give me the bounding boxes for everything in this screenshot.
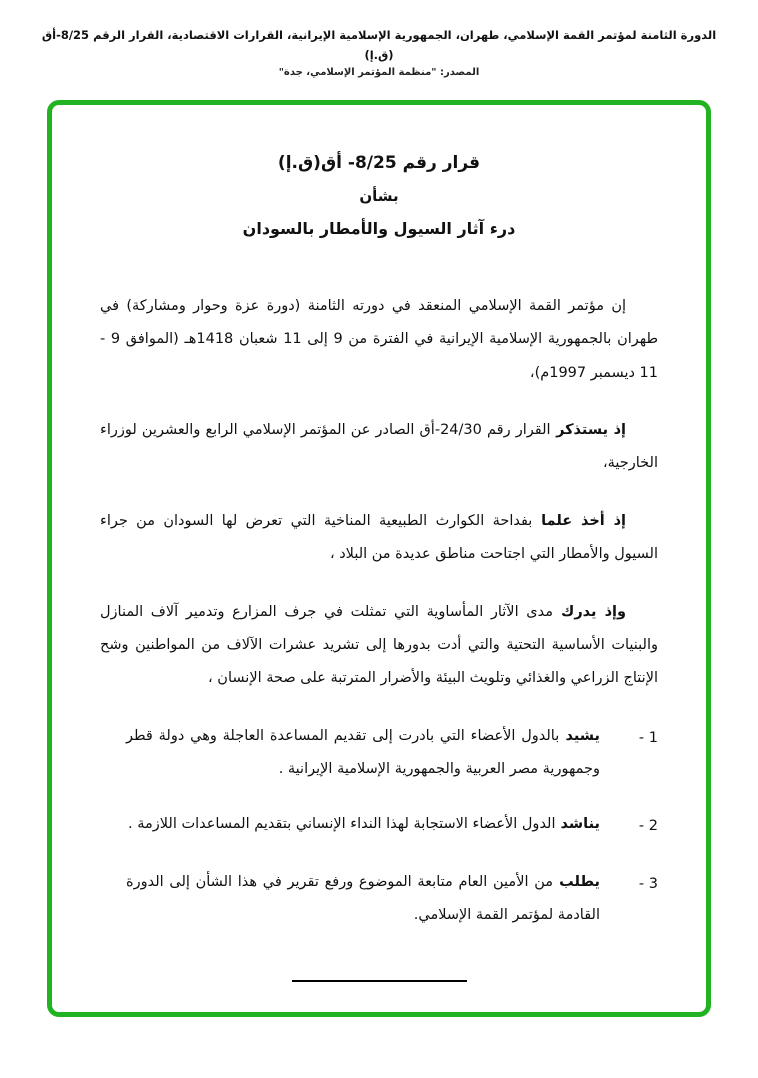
clause-text: مدى الآثار المأساوية التي تمثلت في جرف المزارع وتدمير آلاف المنازل والبنيات الأساسية التحتية والتي أدت بدورها إلى تشريد عشرات الآلاف من المواطنين وشح الإنتاج الزراعي والغذائي وتلويث البيئة والأضرار المترتبة على صحة الإنسان ، <box>100 603 658 687</box>
item-rest: الدول الأعضاء الاستجابة لهذا النداء الإنساني بتقديم المساعدات اللازمة . <box>128 816 556 833</box>
clause-lead: إذ أخذ علما <box>532 512 626 529</box>
separator-line <box>292 980 467 982</box>
document-frame <box>47 100 711 1017</box>
header-source: المصدر: "منظمة المؤتمر الإسلامي، جدة" <box>278 67 480 79</box>
clause-lead: وإذ يدرك <box>552 603 626 620</box>
clause-paragraph <box>100 505 658 572</box>
item-lead: يناشد <box>555 816 600 833</box>
item-rest: من الأمين العام متابعة الموضوع ورفع تقرير في هذا الشأن إلى الدورة القادمة لمؤتمر القمة الإسلامي. <box>126 873 600 923</box>
resolution-number-title: قرار رقم 8/25- أق(ق.إ) <box>277 153 481 174</box>
clause-paragraph <box>100 414 658 481</box>
item-lead: يطلب <box>553 873 600 890</box>
item-text <box>100 720 600 787</box>
item-rest: بالدول الأعضاء التي بادرت إلى تقديم المساعدة العاجلة وهي دولة قطر وجمهورية مصر العربية والجمهورية الإسلامية الإيرانية . <box>126 727 600 777</box>
intro-paragraph: إن مؤتمر القمة الإسلامي المنعقد في دورته الثامنة (دورة عزة وحوار ومشاركة) في طهران بالجمهورية الإسلامية الإيرانية في الفترة من 9 إلى 11 شعبان 1418هـ (الموافق 9 - 11 ديسمبر 1997م)، <box>100 298 658 381</box>
item-text <box>100 808 600 843</box>
item-lead: يشيد <box>559 727 600 744</box>
item-number: 3 - <box>638 875 658 892</box>
operative-items <box>100 720 658 933</box>
clause-paragraph <box>100 596 658 696</box>
list-item <box>100 866 658 933</box>
clause-lead: إذ يستذكر <box>550 422 626 439</box>
subject-title: درء آثار السيول والأمطار بالسودان <box>242 219 516 239</box>
title-block <box>100 153 658 238</box>
header-citation: الدورة الثامنة لمؤتمر القمة الإسلامي، طهران، الجمهورية الإسلامية الإيرانية، القرارات الاقتصادية، القرار الرقم 8/25-أق (ق.إ) <box>41 28 717 62</box>
list-item <box>100 808 658 843</box>
item-number: 1 - <box>638 729 658 746</box>
document-body <box>100 290 658 982</box>
clause-text: بفداحة الكوارث الطبيعية المناخية التي تعرض لها السودان من جراء السيول والأمطار التي اجتاحت مناطق عديدة من البلاد ، <box>100 512 658 563</box>
item-text <box>100 866 600 933</box>
clause-text: القرار رقم 24/30-أق الصادر عن المؤتمر الإسلامي الرابع والعشرين لوزراء الخارجية، <box>100 422 658 472</box>
item-number: 2 - <box>638 818 658 835</box>
subject-label: بشأن <box>359 187 399 206</box>
list-item <box>100 720 658 787</box>
